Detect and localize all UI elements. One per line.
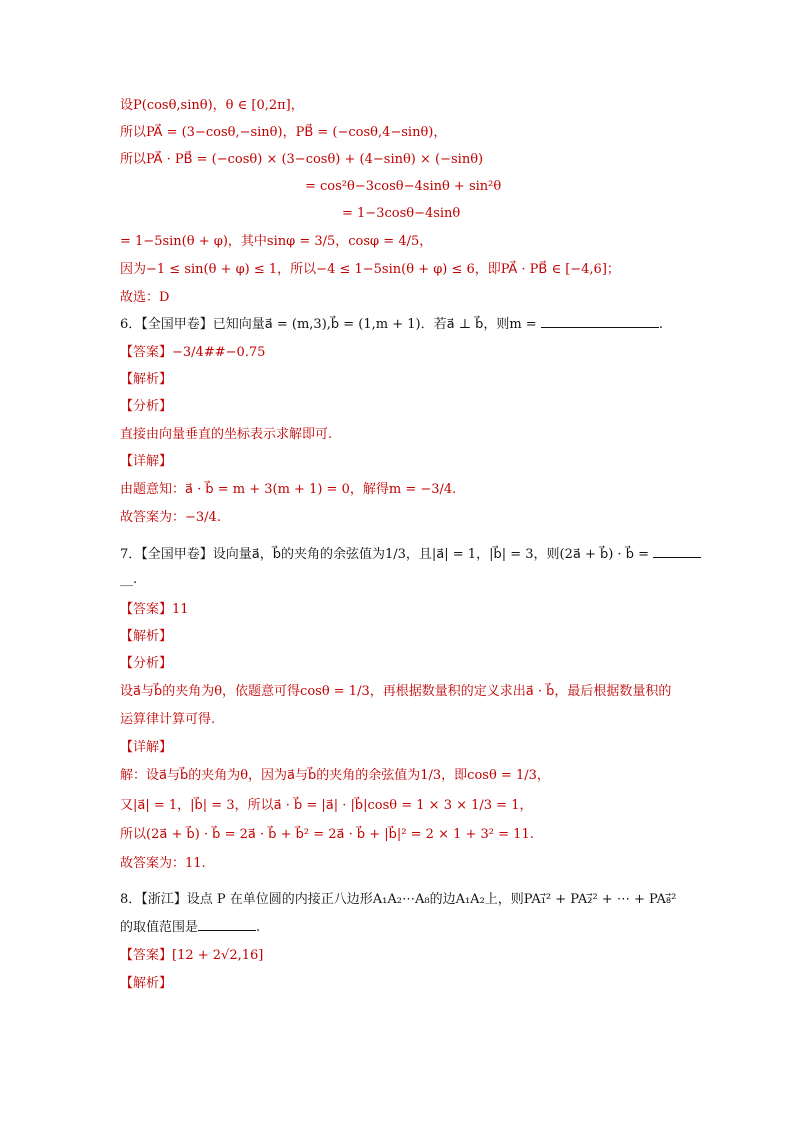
text-line: 解：设a⃗与b⃗的夹角为θ，因为a⃗与b⃗的夹角的余弦值为1/3，即cosθ = 1/3，: [120, 768, 550, 783]
answer-line: 【答案】11: [120, 602, 189, 617]
answer-blank: [541, 315, 659, 328]
answer-line: 【答案】[12 + 2√2,16]: [120, 948, 264, 963]
section-label: 【详解】: [120, 740, 173, 755]
text-line: 所以PA⃗ · PB⃗ = (−cosθ) × (3−cosθ) + (4−sinθ) × (−sinθ): [120, 152, 484, 167]
section-label: 【详解】: [120, 454, 173, 469]
text-line: 直接由向量垂直的坐标表示求解即可.: [120, 427, 333, 442]
section-label: 【解析】: [120, 629, 173, 644]
answer-line: 【答案】−3/4##−0.75: [120, 345, 266, 360]
text-line: 又|a⃗| = 1，|b⃗| = 3，所以a⃗ · b⃗ = |a⃗| · |b⃗|cosθ = 1 × 3 × 1/3 = 1，: [120, 798, 533, 813]
text-line: 因为−1 ≤ sin(θ + φ) ≤ 1，所以−4 ≤ 1−5sin(θ + φ) ≤ 6，即PA⃗ · PB⃗ ∈ [−4,6]；: [120, 262, 620, 277]
question-8-text: 的取值范围是: [120, 920, 199, 935]
question-6-text: 6．【全国甲卷】已知向量a⃗ = (m,3),b⃗ = (1,m + 1)．若a⃗ ⊥ b⃗，则m =: [120, 317, 537, 332]
text-line: 故答案为：−3/4.: [120, 510, 221, 525]
text-line: = cos²θ−3cosθ−4sinθ + sin²θ: [305, 179, 502, 194]
section-label: 【分析】: [120, 656, 173, 671]
text-line: = 1−3cosθ−4sinθ: [342, 206, 461, 221]
text-line: 运算律计算可得.: [120, 712, 216, 727]
text-line: 由题意知：a⃗ · b⃗ = m + 3(m + 1) = 0，解得m = −3/4.: [120, 482, 457, 497]
question-8-cont: 的取值范围是 .: [120, 920, 261, 935]
text-line: 设P(cosθ,sinθ)，θ ∈ [0,2π]，: [120, 98, 304, 113]
text-line: __.: [120, 572, 138, 587]
text-line: 所以PA⃗ = (3−cosθ,−sinθ)，PB⃗ = (−cosθ,4−sinθ)，: [120, 125, 447, 140]
question-8: 8．【浙江】设点 P 在单位圆的内接正八边形A₁A₂⋯A₈的边A₁A₂上，则PA₁⃗² + PA₂⃗² + ⋯ + PA₈⃗²: [120, 892, 677, 907]
question-7: [120, 545, 701, 565]
answer-blank: [198, 918, 256, 931]
answer-blank: [653, 545, 701, 558]
question-7-text: 7．【全国甲卷】设向量a⃗，b⃗的夹角的余弦值为1/3，且|a⃗| = 1，|b⃗| = 3，则(2a⃗ + b⃗) · b⃗ =: [120, 547, 649, 562]
text-line: 所以(2a⃗ + b⃗) · b⃗ = 2a⃗ · b⃗ + b⃗² = 2a⃗ · b⃗ + |b⃗|² = 2 × 1 + 3² = 11.: [120, 827, 534, 842]
section-label: 【解析】: [120, 372, 173, 387]
text-line: = 1−5sin(θ + φ)，其中sinφ = 3/5，cosφ = 4/5，: [120, 234, 433, 249]
section-label: 【解析】: [120, 976, 173, 991]
text-line: 故选：D: [120, 290, 170, 305]
text-line: 设a⃗与b⃗的夹角为θ，依题意可得cosθ = 1/3，再根据数量积的定义求出a⃗ · b⃗，最后根据数量积的: [120, 684, 672, 699]
text-line: 故答案为：11.: [120, 856, 206, 871]
question-6: 6．【全国甲卷】已知向量a⃗ = (m,3),b⃗ = (1,m + 1)．若a⃗ ⊥ b⃗，则m = .: [120, 317, 663, 332]
section-label: 【分析】: [120, 399, 173, 414]
